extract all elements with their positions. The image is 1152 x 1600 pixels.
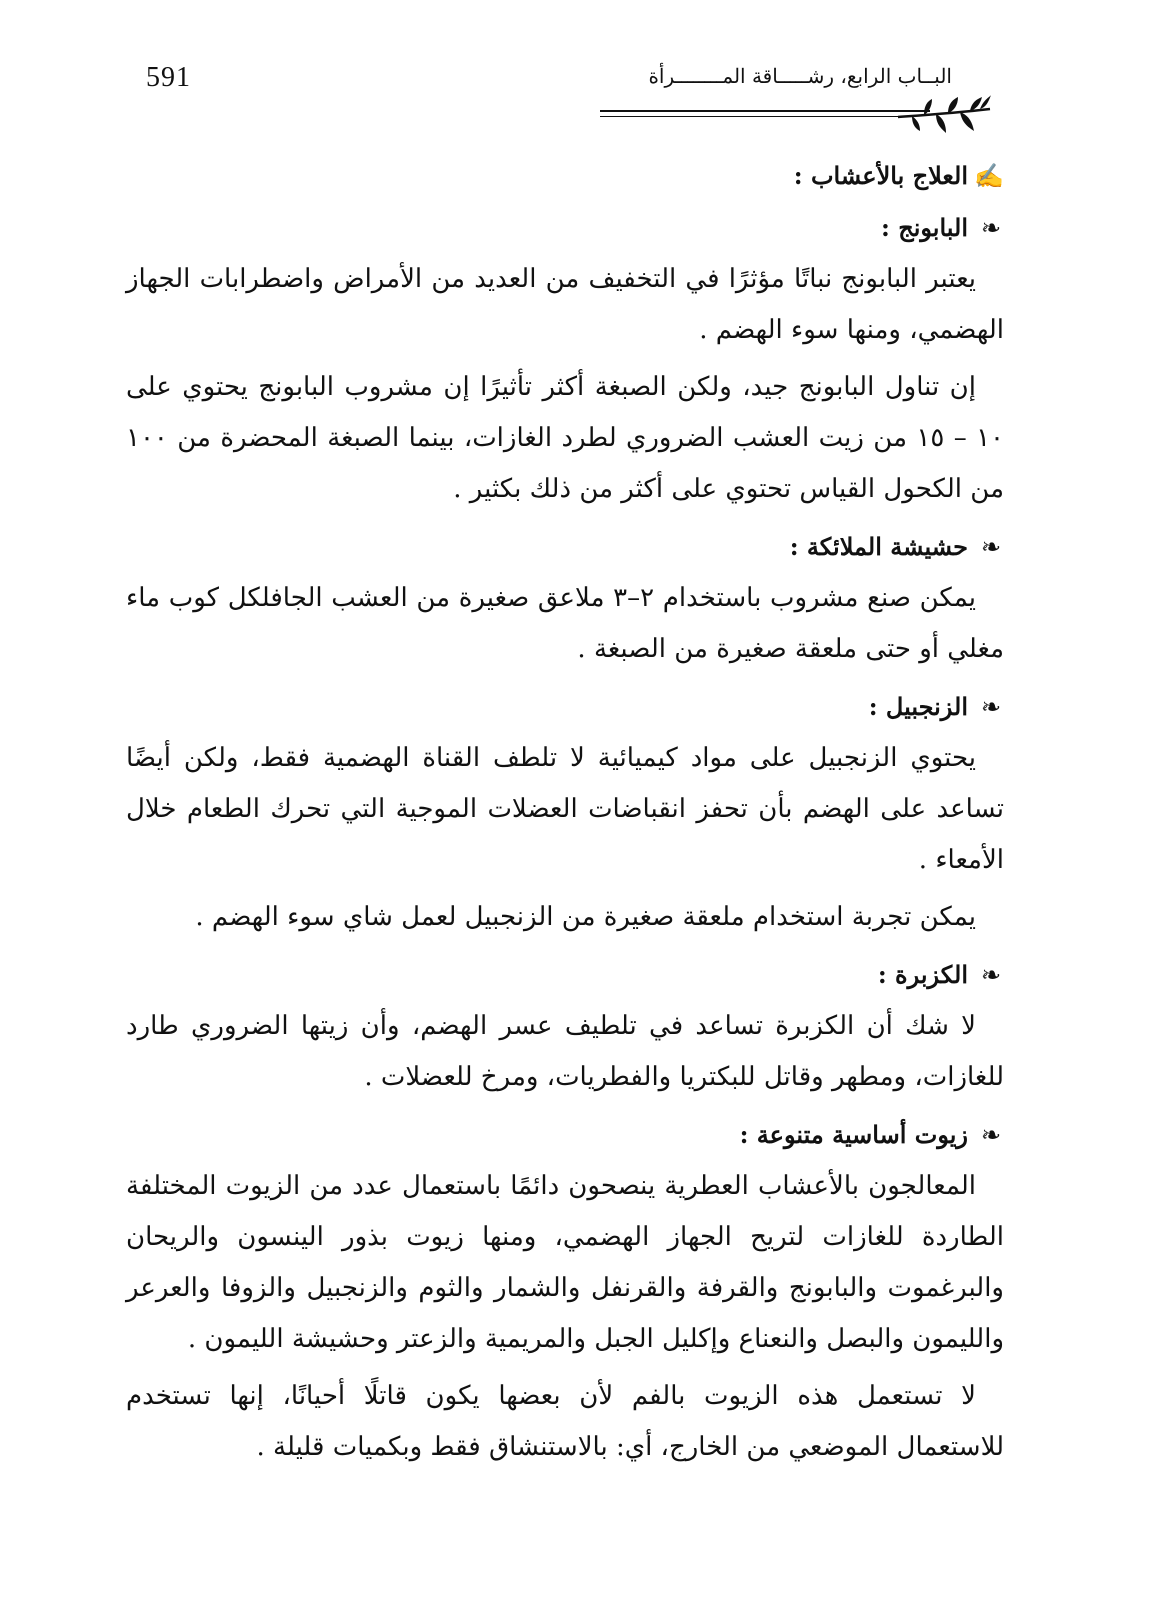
- fleuron-icon: ❧: [980, 961, 1002, 989]
- heading-text: زيوت أساسية متنوعة :: [739, 1120, 968, 1149]
- heading-text: العلاج بالأعشاب :: [793, 161, 968, 190]
- header-rule: [600, 110, 930, 112]
- running-header: البــاب الرابع، رشـــــاقة المــــــــرأة: [648, 64, 952, 88]
- fleuron-icon: ❧: [980, 1121, 1002, 1149]
- paragraph: يمكن تجربة استخدام ملعقة صغيرة من الزنجبيل لعمل شاي سوء الهضم .: [195, 902, 976, 932]
- page-body: [126, 150, 1004, 1479]
- section-heading: [126, 150, 1004, 202]
- section-heading: [126, 1109, 1004, 1161]
- section-heading: [126, 949, 1004, 1001]
- heading-text: البابونج :: [881, 213, 968, 242]
- leaf-branch-icon: [896, 93, 992, 135]
- paragraph: يعتبر البابونج نباتًا مؤثرًا في التخفيف من العديد من الأمراض واضطرابات الجهاز الهضمي، ومنها سوء الهضم .: [126, 264, 1004, 345]
- paragraph: يحتوي الزنجبيل على مواد كيميائية لا تلطف القناة الهضمية فقط، ولكن أيضًا تساعد على الهضم بأن تحفز انقباضات العضلات الموجية التي تحرك الطعام خلال الأمعاء .: [126, 743, 1004, 875]
- section-heading: [126, 202, 1004, 254]
- paragraph: لا تستعمل هذه الزيوت بالفم لأن بعضها يكون قاتلًا أحيانًا، إنها تستخدم للاستعمال الموضعي من الخارج، أي: بالاستنشاق فقط وبكميات قليلة .: [126, 1381, 1004, 1462]
- heading-text: الزنجبيل :: [868, 692, 968, 721]
- page-number: 591: [146, 62, 191, 93]
- heading-text: الكزبرة :: [877, 960, 968, 989]
- fleuron-icon: ❧: [980, 214, 1002, 242]
- header-rule-thin: [600, 116, 900, 117]
- fleuron-icon: ❧: [980, 693, 1002, 721]
- section-heading: [126, 521, 1004, 573]
- paragraph: إن تناول البابونج جيد، ولكن الصبغة أكثر تأثيرًا إن مشروب البابونج يحتوي على ١٠ – ١٥ من زيت العشب الضروري لطرد الغازات، بينما الصبغة المحضرة من ١٠٠ من الكحول القياس تحتوي على أكثر من ذلك بكثير .: [126, 372, 1004, 504]
- heading-text: حشيشة الملائكة :: [789, 532, 968, 561]
- section-heading: [126, 681, 1004, 733]
- paragraph: يمكن صنع مشروب باستخدام ٢–٣ ملاعق صغيرة من العشب الجافلكل كوب ماء مغلي أو حتى ملعقة صغيرة من الصبغة .: [126, 583, 1004, 664]
- fleuron-icon: ❧: [980, 533, 1002, 561]
- paragraph: المعالجون بالأعشاب العطرية ينصحون دائمًا باستعمال عدد من الزيوت المختلفة الطاردة للغازات لتريح الجهاز الهضمي، ومنها زيوت بذور الينسون والريحان والبرغموت والبابونج والقرفة والقرنفل والشمار والثوم والزنجبيل والزوفا والعرعر والليمون والبصل والنعناع وإكليل الجبل والمريمية والزعتر وحشيشة الليمون .: [126, 1171, 1004, 1354]
- paragraph: لا شك أن الكزبرة تساعد في تلطيف عسر الهضم، وأن زيتها الضروري طارد للغازات، ومطهر وقاتل للبكتريا والفطريات، ومرخ للعضلات .: [126, 1011, 1004, 1092]
- hand-pointer-icon: ✍: [974, 162, 1004, 190]
